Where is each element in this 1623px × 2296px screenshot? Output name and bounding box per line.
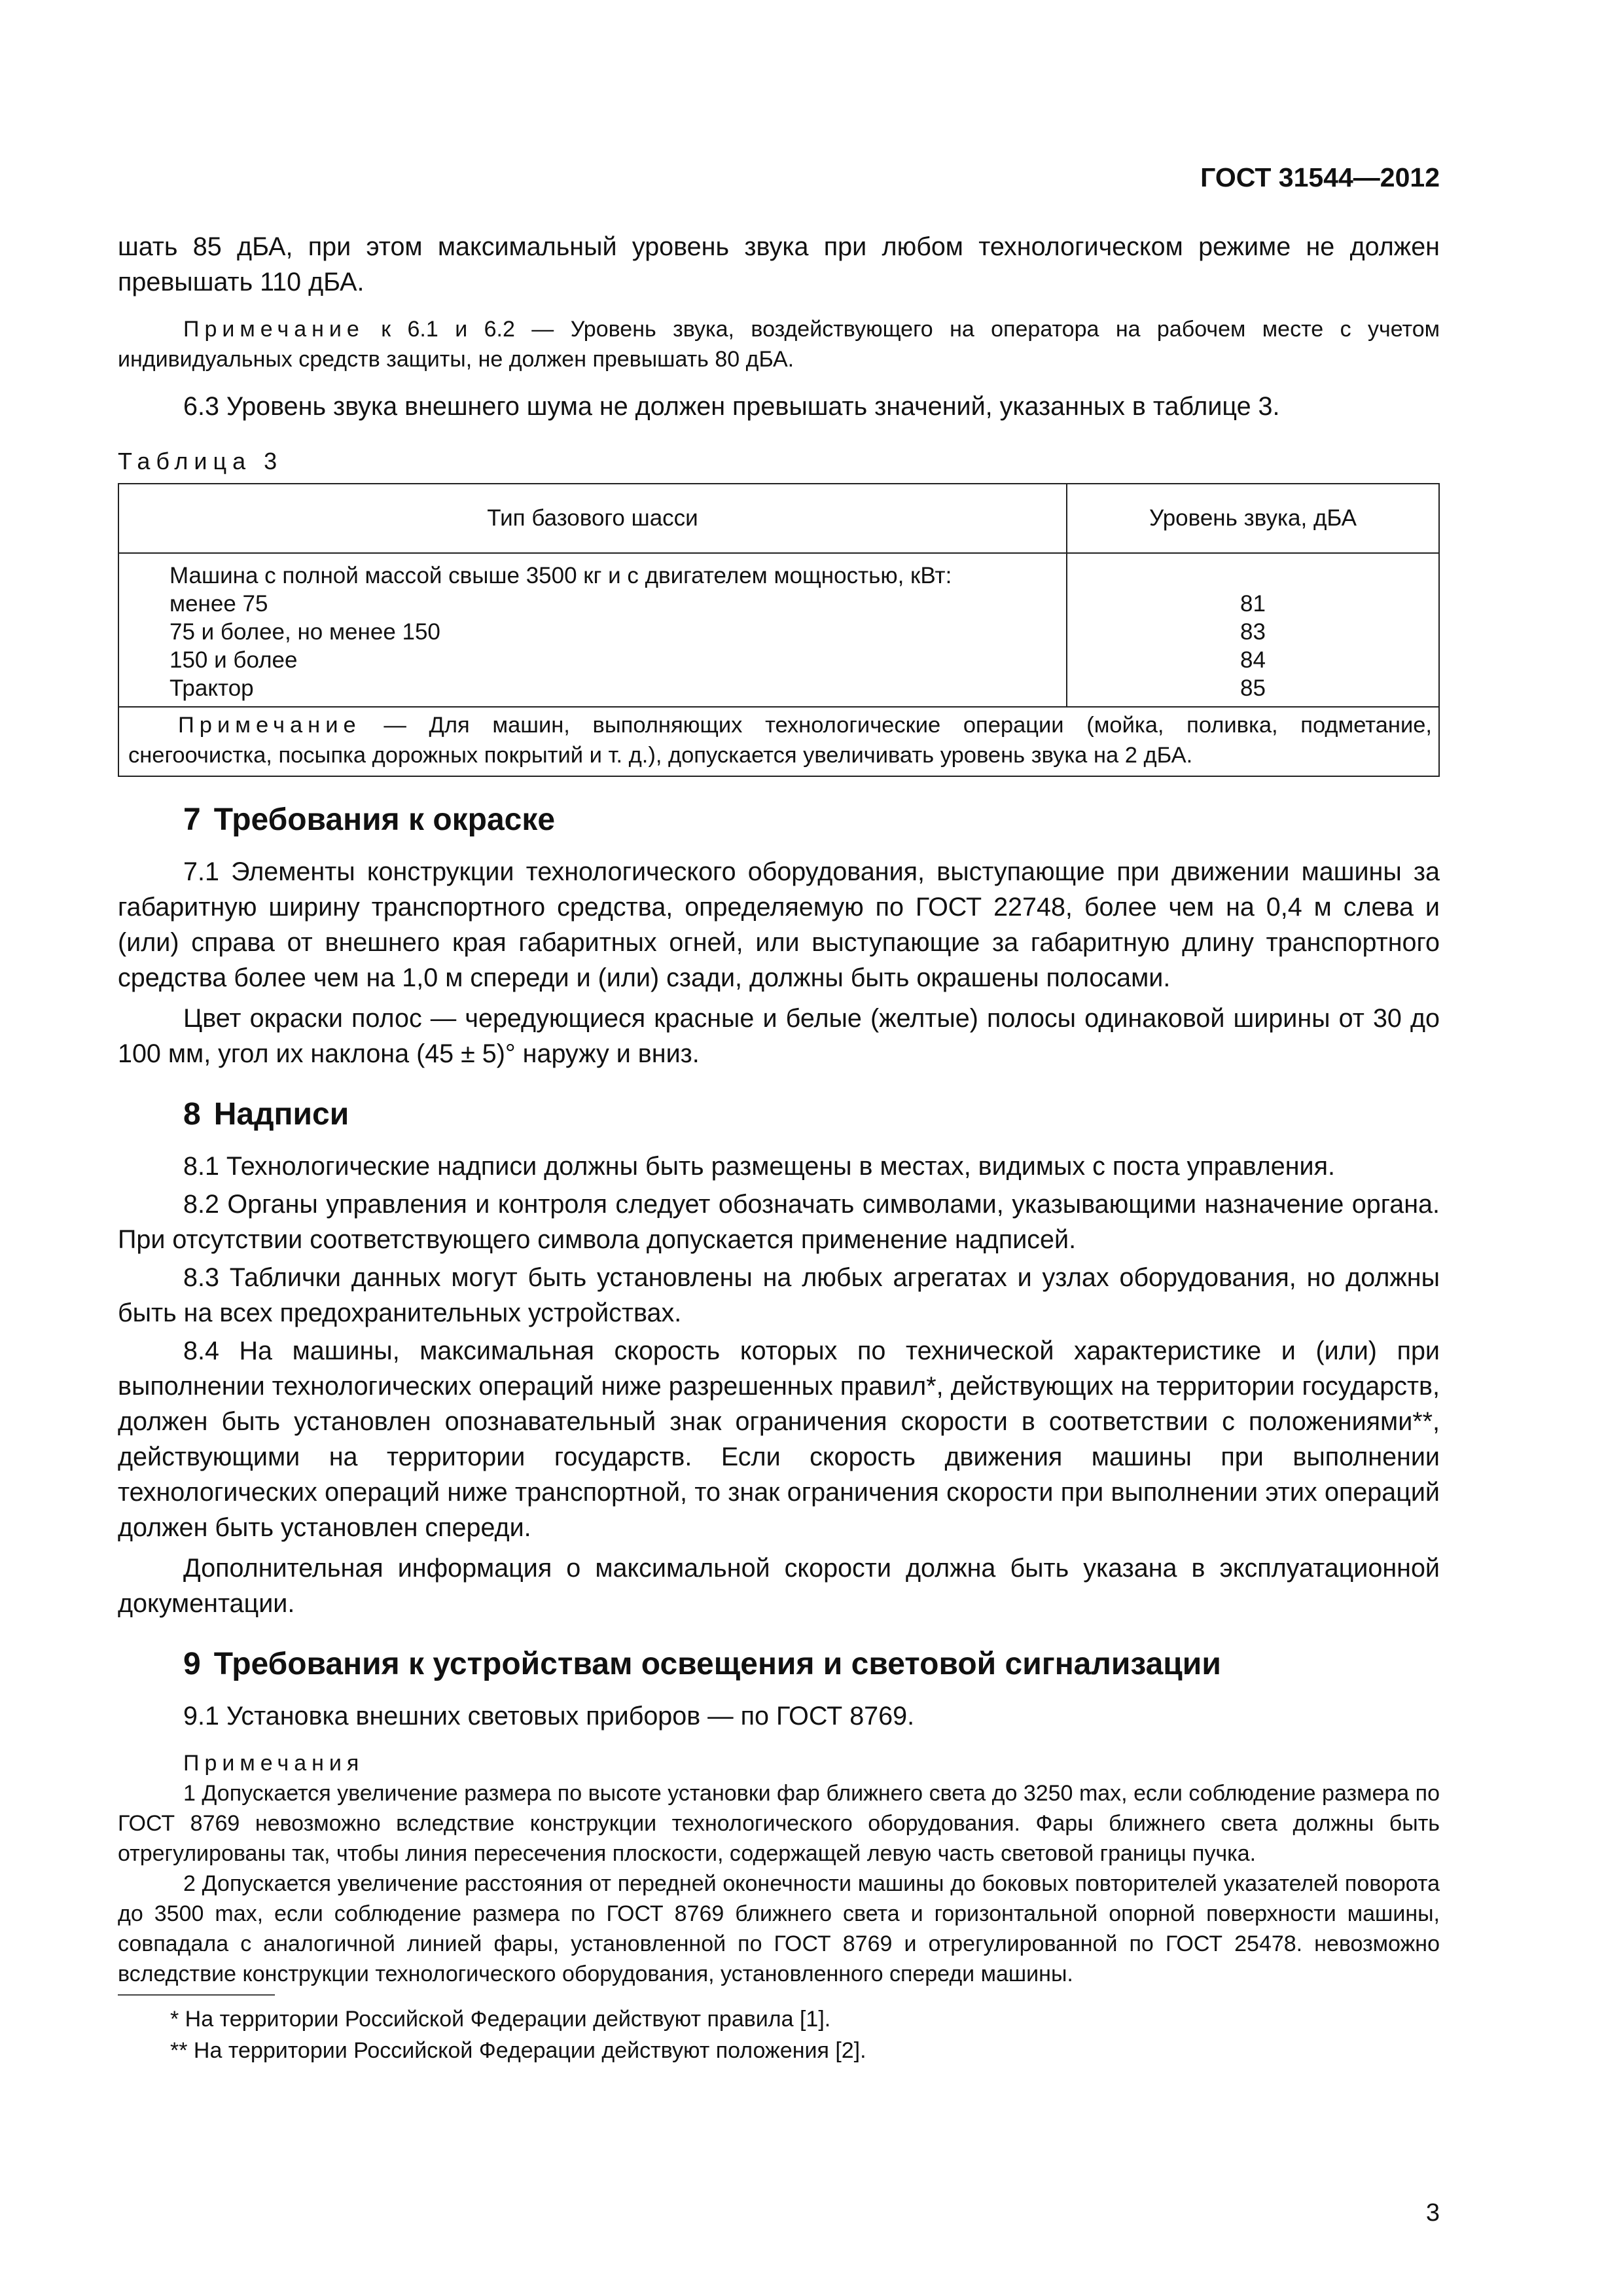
note-text: к 6.1 и 6.2 — Уровень звука, воздействующего на оператора на рабочем месте с учетом индивидуальных средств защиты, не должен превышать 80 дБА. [118, 317, 1440, 372]
table-note [118, 707, 1439, 776]
note-label: Примечание [183, 317, 365, 342]
row-value: 83 [1240, 619, 1266, 645]
row-label: Трактор [169, 675, 254, 701]
row-value: 84 [1240, 647, 1266, 673]
paragraph-intro: шать 85 дБА, при этом максимальный уровень звука при любом технологическом режиме не должен превышать 110 дБА. [118, 232, 1440, 296]
table-note-label: Примечание [178, 713, 361, 738]
table-note-row [118, 707, 1439, 776]
sound-level-cell [1067, 553, 1439, 707]
notes-label: Примечания [183, 1751, 365, 1776]
column-header-chassis: Тип базового шасси [118, 484, 1067, 553]
note-9-1: 1 Допускается увеличение размера по высоте установки фар ближнего света до 3250 max, если соблюдение размера по ГОСТ 8769 невозможно вследствие конструкции технологического оборудования. Фары ближнего света должны быть отрегулированы так, чтобы линия пересечения плоскости, содержащей левую часть световой границы пучка. [118, 1781, 1440, 1866]
note-9-2: 2 Допускается увеличение расстояния от передней оконечности машины до боковых повторителей указателей поворота до 3500 max, если соблюдение размера по ГОСТ 8769 ближнего света и горизонтальной опорной поверхности машины, совпадала с аналогичной линией фары, установленной по ГОСТ 8769 и отрегулированной по ГОСТ 25478. невозможно вследствие конструкции технологического оборудования, установленного спереди машины. [118, 1871, 1440, 1986]
paragraph-7-2: Цвет окраски полос — чередующиеся красные и белые (желтые) полосы одинаковой ширины от 30 до 100 мм, угол их наклона (45 ± 5)° наружу и вниз. [118, 1004, 1440, 1068]
footnote-2: ** На территории Российской Федерации действуют положения [2]. [170, 2038, 866, 2063]
row-label: менее 75 [169, 591, 268, 617]
section-9-heading: 9 Требования к устройствам освещения и световой сигнализации [183, 1647, 1221, 1681]
page-content [118, 229, 1440, 2066]
table-header-row [118, 484, 1439, 553]
paragraph-8-3: 8.3 Таблички данных могут быть установлены на любых агрегатах и узлах оборудования, но должны быть на всех предохранительных устройствах. [118, 1263, 1440, 1327]
table-data-row [118, 553, 1439, 707]
row-value: 81 [1240, 591, 1266, 617]
footnote-divider [118, 1994, 275, 1996]
paragraph-8-2: 8.2 Органы управления и контроля следует обозначать символами, указывающими назначение органа. При отсутствии соответствующего символа допускается применение надписей. [118, 1190, 1440, 1254]
chassis-cell [118, 553, 1067, 707]
paragraph-7-1: 7.1 Элементы конструкции технологического оборудования, выступающие при движении машины за габаритную ширину транспортного средства, определяемую по ГОСТ 22748, более чем на 0,4 м слева и (или) справа от внешнего края габаритных огней, или выступающие за габаритную длину транспортного средства более чем на 1,0 м спереди и (или) сзади, должны быть окрашены полосами. [118, 857, 1440, 992]
paragraph-8-4: 8.4 На машины, максимальная скорость которых по технической характеристике и (или) при выполнении технологических операций ниже разрешенных правил*, действующих на территории государств, должен быть установлен опознавательный знак ограничения скорости в соответствии с положениями**, действующими на территории государств. Если скорость движения машины при выполнении технологических операций ниже транспортной, то знак ограничения скорости при выполнении этих операций должен быть установлен спереди. [118, 1336, 1440, 1542]
group-label: Машина с полной массой свыше 3500 кг и с двигателем мощностью, кВт: [169, 563, 952, 588]
row-label: 150 и более [169, 647, 298, 673]
row-label: 75 и более, но менее 150 [169, 619, 440, 645]
row-value: 85 [1240, 675, 1266, 701]
paragraph-9-1: 9.1 Установка внешних световых приборов — по ГОСТ 8769. [183, 1702, 915, 1731]
footnote-1: * На территории Российской Федерации действуют правила [1]. [170, 2007, 831, 2032]
paragraph-8-1: 8.1 Технологические надписи должны быть размещены в местах, видимых с поста управления. [183, 1152, 1335, 1181]
paragraph-6-3: 6.3 Уровень звука внешнего шума не должен превышать значений, указанных в таблице 3. [183, 392, 1280, 421]
note-6-1-6-2 [118, 314, 1440, 374]
column-header-sound-level: Уровень звука, дБА [1067, 484, 1439, 553]
table-3 [118, 483, 1440, 777]
section-8-heading: 8 Надписи [183, 1097, 349, 1132]
paragraph-8-5: Дополнительная информация о максимальной скорости должна быть указана в эксплуатационной документации. [118, 1554, 1440, 1618]
standard-header: ГОСТ 31544—2012 [1200, 162, 1440, 192]
section-7-heading: 7 Требования к окраске [183, 802, 556, 837]
table-caption: Таблица 3 [118, 448, 283, 475]
table-note-text: — Для машин, выполняющих технологические операции (мойка, поливка, подметание, снегоочистка, посыпка дорожных покрытий и т. д.), допускается увеличивать уровень звука на 2 дБА. [128, 713, 1432, 768]
page-number: 3 [1425, 2199, 1440, 2227]
